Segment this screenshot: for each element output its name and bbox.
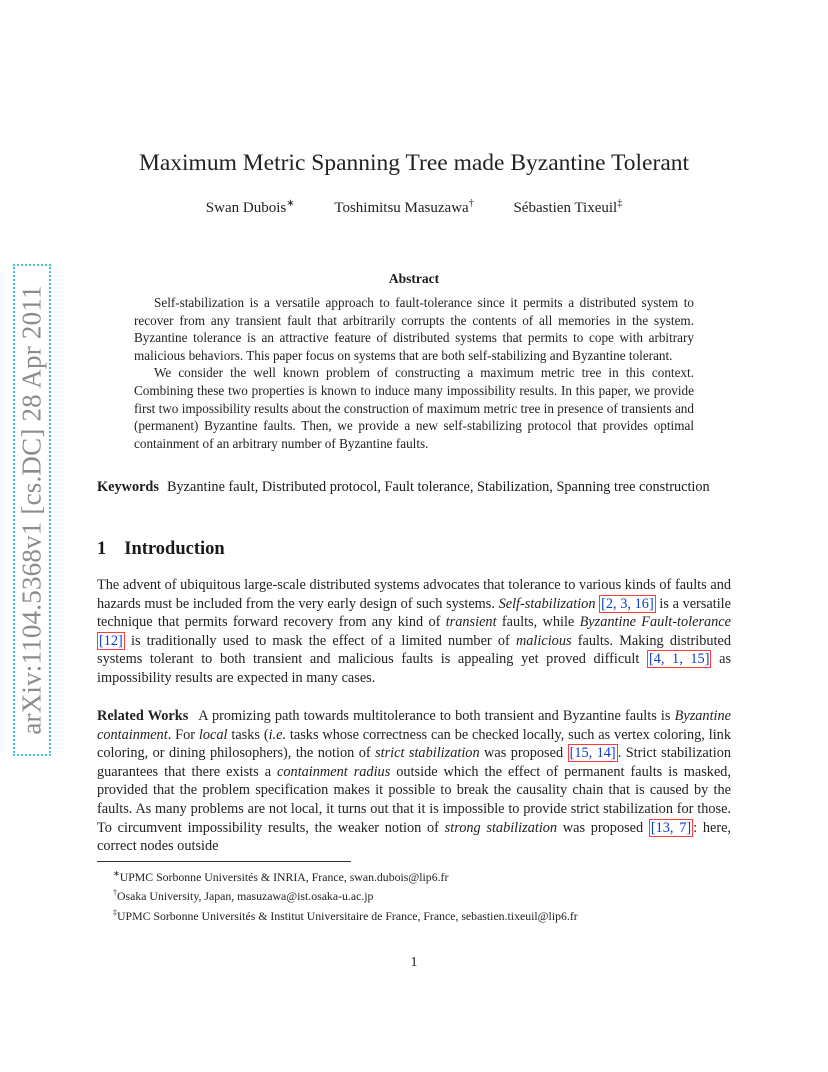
citation-link[interactable]: [15, 14] [569, 745, 616, 762]
citation-link[interactable]: [12] [99, 632, 123, 649]
arxiv-id: arXiv:1104.5368v1 [cs.DC] 28 Apr 2011 [16, 285, 47, 735]
section-number: 1 [97, 539, 107, 559]
section-title: Introduction [124, 539, 225, 559]
related-works-paragraph: Related Works A promizing path towards multitolerance to both transient and Byzantine faults is Byzantine containment. For local tasks (i.e. tasks whose correctness can be checked locally, such as vertex coloring, link coloring, or dining philosophers), the notion of strict stabilization was proposed [15, 14] . Strict stabilization guarantees that there exists a containment radius outside which the effect of permanent faults is masked, provided that the problem specification makes it possible to break the causality chain that is caused by the faults. As many problems are not local, it turns out that it is impossible to provide strict stabilization for those. To circumvent impossibility results, the weaker notion of strong stabilization was proposed [13, 7] : here, correct nodes outside [97, 708, 732, 855]
citation-link[interactable]: [4, 1, 15] [648, 651, 710, 668]
author: Swan Dubois∗ [205, 198, 295, 216]
citation-link[interactable]: [2, 3, 16] [601, 595, 654, 612]
abstract-heading: Abstract [388, 271, 440, 286]
footnote: ‡UPMC Sorbonne Universités & Institut Universitaire de France, France, sebastien.tixeuil@lip6.fr [113, 907, 578, 923]
citation-link[interactable]: [13, 7] [650, 819, 692, 836]
intro-paragraph: The advent of ubiquitous large-scale distributed systems advocates that tolerance to various kinds of faults and hazards must be included from the very early design of such systems. Self-stabilization [2, 3, 16] is a versatile technique that permits forward recovery from any kind of transient faults, while Byzantine Fault-tolerance [12] is traditionally used to mask the effect of a limited number of malicious faults. Making distributed systems tolerant to both transient and malicious faults is appealing yet proved difficult [4, 1, 15] as impossibility results are expected in many cases. [97, 577, 732, 686]
paper-title: Maximum Metric Spanning Tree made Byzantine Tolerant [138, 150, 690, 176]
author: Toshimitsu Masuzawa† [334, 198, 474, 216]
author-list [0, 198, 828, 217]
author: Sébastien Tixeuil‡ [513, 198, 623, 216]
footnote: ∗UPMC Sorbonne Universités & INRIA, France, swan.dubois@lip6.fr [113, 869, 449, 884]
footnote: †Osaka University, Japan, masuzawa@ist.osaka-u.ac.jp [113, 888, 374, 904]
abstract-paragraph: Self-stabilization is a versatile approach to fault-tolerance since it permits a distributed system to recover from any transient fault that arbitrarily corrupts the contents of all memories in the system. Byzantine tolerance is an attractive feature of distributed systems that permits to cope with arbitrary malicious behaviors. This paper focus on systems that are both self-stabilizing and Byzantine tolerant. [134, 295, 694, 363]
keywords-label: Keywords [97, 479, 159, 495]
keywords [97, 478, 731, 497]
abstract-body [134, 294, 694, 452]
page-number: 1 [410, 955, 418, 970]
abstract-paragraph: We consider the well known problem of constructing a maximum metric tree in this context. Combining these two properties is known to induce many impossibility results. In this paper, we provide first two impossibility results about the construction of maximum metric tree in presence of transients and (permanent) Byzantine faults. Then, we provide a new self-stabilizing protocol that provides optimal containment of an arbitrary number of Byzantine faults. [134, 365, 694, 451]
arxiv-stamp [13, 264, 51, 756]
footnote-rule [97, 861, 351, 862]
section-heading [97, 539, 225, 560]
keywords-text: Byzantine fault, Distributed protocol, Fault tolerance, Stabilization, Spanning tree construction [166, 479, 710, 495]
footnotes [113, 866, 578, 924]
run-in-heading: Related Works [97, 708, 189, 724]
